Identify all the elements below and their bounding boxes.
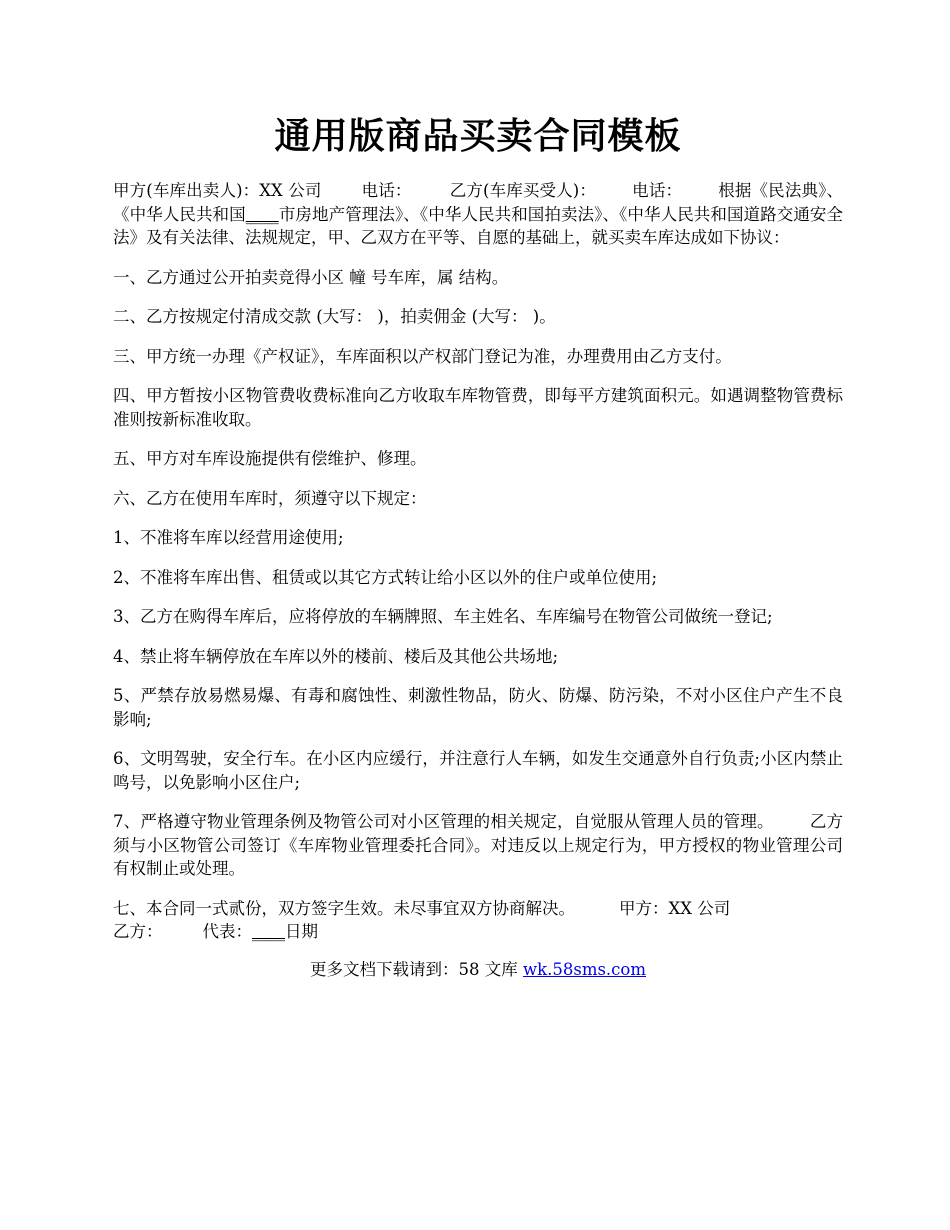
phone-label-b: 电话：	[632, 181, 683, 200]
document-title: 通用版商品买卖合同模板	[274, 115, 682, 157]
footer-text: 更多文档下载请到：58 文库	[309, 959, 523, 979]
intro-paragraph	[113, 179, 843, 250]
legal-basis-rest: 市房地产管理法》、《中华人民共和国拍卖法》、《中华人民共和国道路交通安全法》及有关法律、法规规定，甲、乙双方在平等、自愿的基础上，就买卖车库达成如下协议：	[113, 204, 844, 247]
party-b-label: 乙方(车库买受人)：	[449, 181, 597, 200]
closing-paragraph	[113, 897, 843, 944]
party-a-label: 甲方(车库出卖人)：XX 公司	[113, 181, 322, 200]
clause-5: 五、甲方对车库设施提供有偿维护、修理。	[113, 449, 427, 468]
rule-1: 1、不准将车库以经营用途使用;	[113, 528, 344, 547]
rule-4: 4、禁止将车辆停放在车库以外的楼前、楼后及其他公共场地;	[113, 646, 559, 666]
document-page	[113, 0, 843, 981]
clause-1: 一、乙方通过公开拍卖竞得小区 幢 号车库，属 结构。	[113, 267, 509, 287]
rule-5: 5、严禁存放易燃易爆、有毒和腐蚀性、刺激性物品，防火、防爆、防污染，不对小区住户产生不良影响;	[113, 686, 843, 729]
rule-7-first: 7、严格遵守物业管理条例及物管公司对小区管理的相关规定，自觉服从管理人员的管理。	[113, 812, 774, 831]
rule-2: 2、不准将车库出售、租赁或以其它方式转让给小区以外的住户或单位使用;	[113, 567, 658, 587]
rule-3: 3、乙方在购得车库后，应将停放的车辆牌照、车主姓名、车库编号在物管公司做统一登记;	[113, 607, 773, 626]
representative-label: 代表：	[202, 922, 252, 941]
clause-4: 四、甲方暂按小区物管费收费标准向乙方收取车库物管费，即每平方建筑面积元。如遇调整物管费标准则按新标准收取。	[113, 386, 843, 429]
date-label: 日期	[285, 922, 318, 941]
clause-6: 六、乙方在使用车库时，须遵守以下规定：	[113, 488, 427, 508]
clause-2: 二、乙方按规定付清成交款 (大写： )，拍卖佣金 (大写： )。	[113, 307, 556, 326]
footer	[113, 958, 843, 981]
clause-3: 三、甲方统一办理《产权证》，车库面积以产权部门登记为准，办理费用由乙方支付。	[113, 346, 732, 366]
party-a-signature: 甲方：XX 公司	[619, 898, 731, 918]
footer-link[interactable]: wk.58sms.com	[522, 959, 646, 979]
representative-blank: ____	[252, 922, 285, 941]
rule-6: 6、文明驾驶，安全行车。在小区内应缓行，并注意行人车辆，如发生交通意外自行负责;小区内禁止鸣号，以免影响小区住户;	[113, 749, 843, 792]
city-blank: ____	[245, 204, 279, 224]
rule-7	[113, 810, 843, 881]
rule-7-second: 乙方须与小区物管公司签订《车库物业管理委托合同》。对违反以上规定行为，甲方授权的物业管理公司有权制止或处理。	[113, 812, 844, 878]
legal-basis-start: 根据《民法典》、《中华人民共和国	[113, 181, 844, 224]
closing-text: 七、本合同一式贰份，双方签字生效。未尽事宜双方协商解决。	[113, 898, 575, 918]
phone-label-a: 电话：	[361, 181, 412, 200]
party-b-signature: 乙方：	[113, 922, 163, 941]
